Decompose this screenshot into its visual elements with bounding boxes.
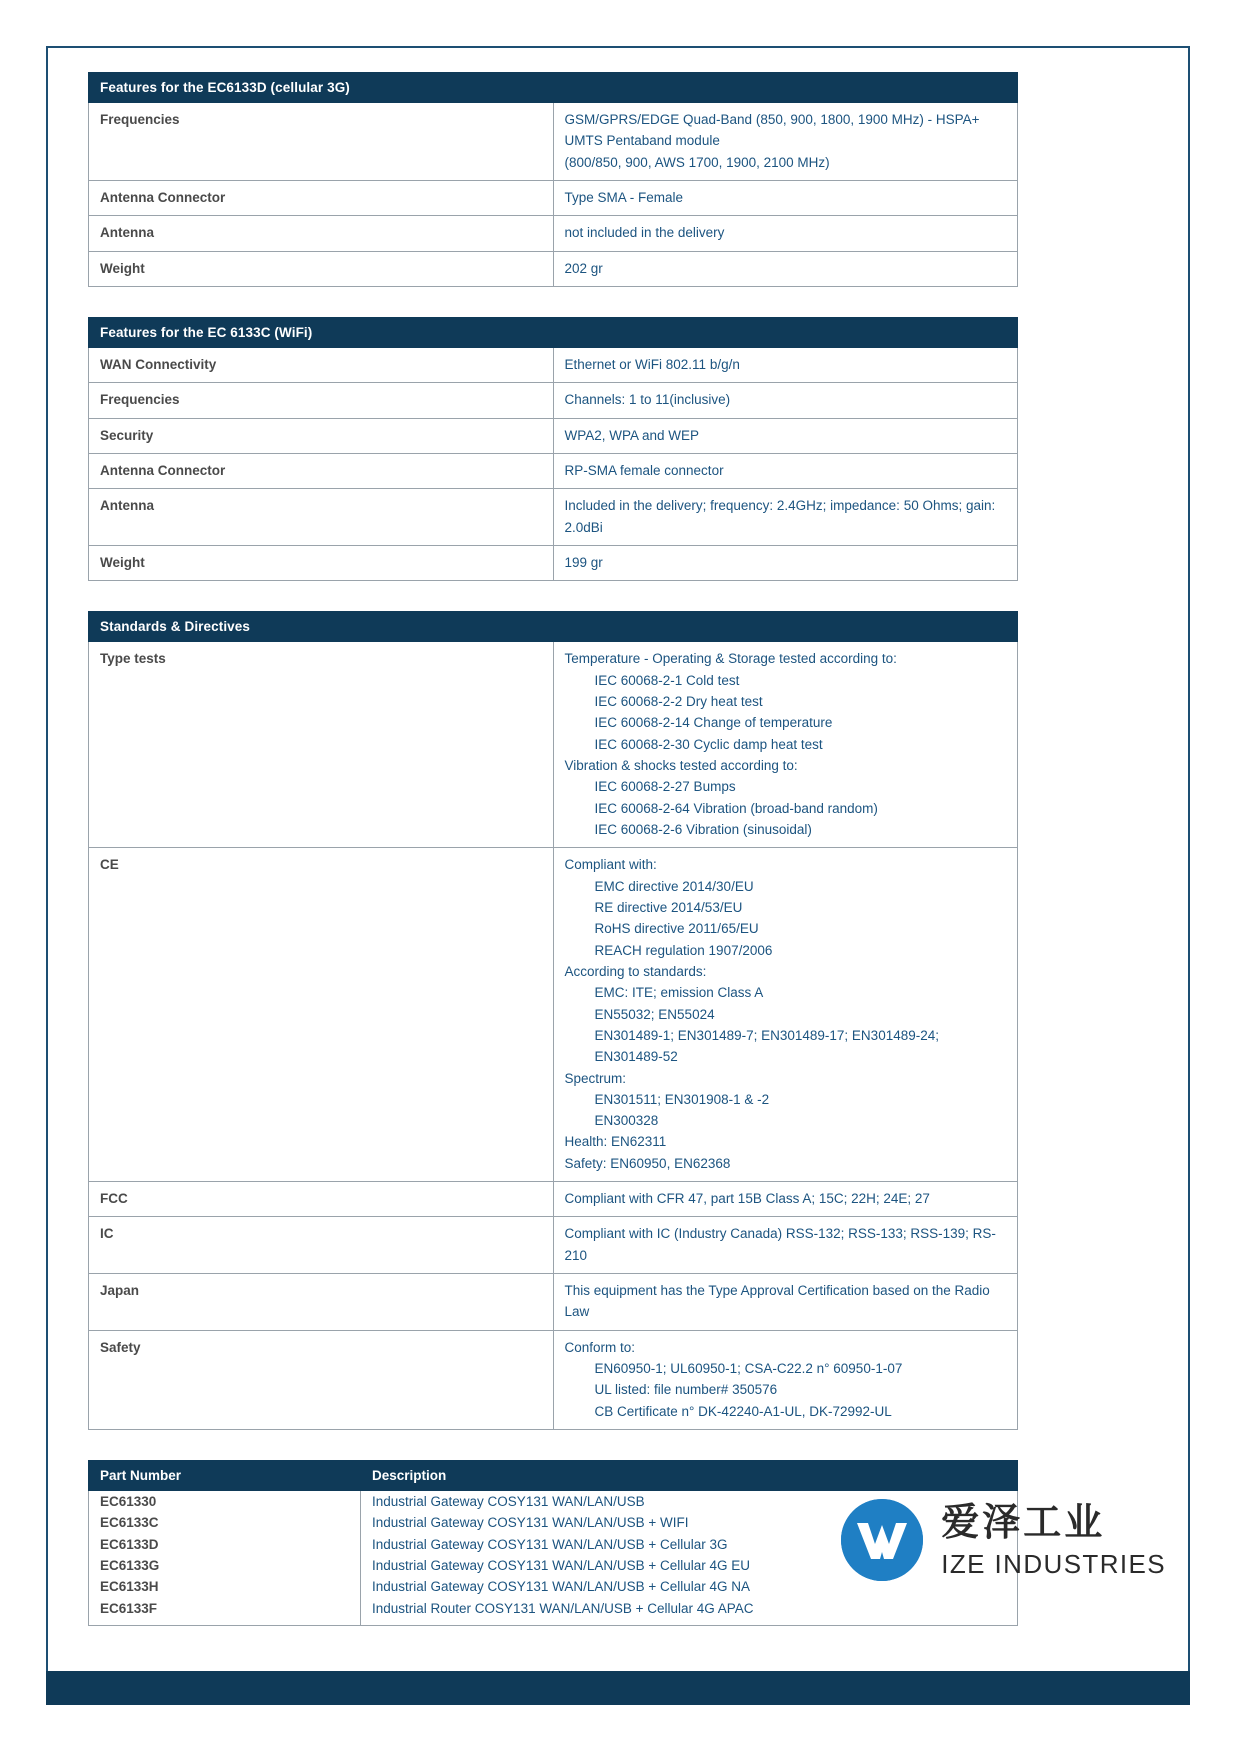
row-value: WPA2, WPA and WEP <box>553 418 1018 453</box>
row-label: Antenna Connector <box>89 180 554 215</box>
description-cell: Industrial Gateway COSY131 WAN/LAN/USB + Cellular 4G NA <box>361 1576 1018 1597</box>
value-subline: EN301489-1; EN301489-7; EN301489-17; EN301489-24; EN301489-52 <box>594 1027 939 1065</box>
features-3g-header: Features for the EC6133D (cellular 3G) <box>89 73 1018 103</box>
part-number-column-header: Part Number <box>89 1461 361 1491</box>
value-subline: RoHS directive 2011/65/EU <box>594 921 759 937</box>
footer-bar <box>46 1671 1190 1705</box>
table-row <box>89 848 1018 1182</box>
row-value <box>553 1274 1018 1331</box>
parts-header-row <box>89 1461 1018 1491</box>
value-subline: RE directive 2014/53/EU <box>594 899 743 915</box>
value-subline: EN301511; EN301908-1 & -2 <box>594 1091 770 1107</box>
value-subline: EMC directive 2014/30/EU <box>594 878 754 894</box>
row-value: RP-SMA female connector <box>553 453 1018 488</box>
row-label: Weight <box>89 545 554 580</box>
description-cell: Industrial Gateway COSY131 WAN/LAN/USB + Cellular 4G EU <box>361 1555 1018 1576</box>
value-subline: IEC 60068-2-2 Dry heat test <box>594 693 763 709</box>
value-subline: IEC 60068-2-6 Vibration (sinusoidal) <box>594 821 812 837</box>
row-value: Type SMA - Female <box>553 180 1018 215</box>
table-row <box>89 1274 1018 1331</box>
ize-logo-icon <box>841 1499 923 1581</box>
value-line: According to standards: <box>564 963 707 979</box>
table-row <box>89 1182 1018 1217</box>
value-subline: IEC 60068-2-64 Vibration (broad-band random) <box>594 800 878 816</box>
row-label: IC <box>89 1217 554 1274</box>
row-label: Antenna <box>89 489 554 546</box>
description-cell: Industrial Router COSY131 WAN/LAN/USB + Cellular 4G APAC <box>361 1598 1018 1626</box>
description-cell: Industrial Gateway COSY131 WAN/LAN/USB + Cellular 3G <box>361 1534 1018 1555</box>
row-label: Type tests <box>89 642 554 848</box>
row-value: 199 gr <box>553 545 1018 580</box>
value-subline: CB Certificate n° DK-42240-A1-UL, DK-72992-UL <box>594 1403 892 1419</box>
value-subline: IEC 60068-2-27 Bumps <box>594 779 736 795</box>
company-logo <box>841 1499 1166 1581</box>
row-label: Frequencies <box>89 383 554 418</box>
standards-directives-table <box>88 611 1018 1430</box>
features-wifi-table <box>88 317 1018 581</box>
table-row <box>89 453 1018 488</box>
standards-directives-header: Standards & Directives <box>89 612 1018 642</box>
table-row <box>89 489 1018 546</box>
table-row <box>89 642 1018 848</box>
row-label: FCC <box>89 1182 554 1217</box>
value-line: Compliant with IC (Industry Canada) RSS-132; RSS-133; RSS-139; RS-210 <box>564 1226 996 1263</box>
row-value <box>553 848 1018 1182</box>
table-row <box>89 251 1018 286</box>
row-label: Security <box>89 418 554 453</box>
table-section-header-row <box>89 73 1018 103</box>
features-3g-table <box>88 72 1018 287</box>
value-subline: EN300328 <box>594 1113 659 1129</box>
table-row <box>89 418 1018 453</box>
value-line: This equipment has the Type Approval Certification based on the Radio Law <box>564 1283 990 1320</box>
table-row <box>89 1598 1018 1626</box>
company-name-en: IZE INDUSTRIES <box>941 1548 1166 1579</box>
row-value <box>553 1330 1018 1429</box>
value-line: Compliant with CFR 47, part 15B Class A; 15C; 22H; 24E; 27 <box>564 1191 930 1207</box>
row-value: Ethernet or WiFi 802.11 b/g/n <box>553 347 1018 382</box>
value-subline: EMC: ITE; emission Class A <box>594 985 764 1001</box>
part-number-cell: EC6133H <box>89 1576 361 1597</box>
brand-text <box>941 1501 1166 1579</box>
part-number-cell: EC6133D <box>89 1534 361 1555</box>
value-line: Spectrum: <box>564 1070 627 1086</box>
table-row <box>89 216 1018 251</box>
value-subline: UL listed: file number# 350576 <box>594 1382 778 1398</box>
table-section-header-row <box>89 612 1018 642</box>
page-content <box>88 72 1018 1626</box>
value-line: Compliant with: <box>564 857 657 873</box>
row-value: Channels: 1 to 11(inclusive) <box>553 383 1018 418</box>
value-subline: IEC 60068-2-1 Cold test <box>594 672 740 688</box>
row-value <box>553 1217 1018 1274</box>
part-number-cell: EC6133F <box>89 1598 361 1626</box>
value-line: Temperature - Operating & Storage tested according to: <box>564 651 897 667</box>
value-line: Safety: EN60950, EN62368 <box>564 1155 731 1171</box>
company-name-cn: 爱泽工业 <box>941 1501 1106 1544</box>
part-number-cell: EC6133G <box>89 1555 361 1576</box>
row-value <box>553 103 1018 181</box>
row-label: Safety <box>89 1330 554 1429</box>
table-section-header-row <box>89 317 1018 347</box>
description-cell: Industrial Gateway COSY131 WAN/LAN/USB + WIFI <box>361 1512 1018 1533</box>
description-column-header: Description <box>361 1461 1018 1491</box>
features-wifi-header: Features for the EC 6133C (WiFi) <box>89 317 1018 347</box>
table-row <box>89 545 1018 580</box>
part-number-cell: EC6133C <box>89 1512 361 1533</box>
row-value: not included in the delivery <box>553 216 1018 251</box>
row-value <box>553 642 1018 848</box>
value-subline: IEC 60068-2-14 Change of temperature <box>594 715 833 731</box>
value-line: Health: EN62311 <box>564 1134 667 1150</box>
row-label: WAN Connectivity <box>89 347 554 382</box>
table-row <box>89 347 1018 382</box>
row-label: Antenna Connector <box>89 453 554 488</box>
row-label: Antenna <box>89 216 554 251</box>
table-row <box>89 1330 1018 1429</box>
value-subline: EN55032; EN55024 <box>594 1006 715 1022</box>
value-line: Conform to: <box>564 1339 636 1355</box>
row-value <box>553 1182 1018 1217</box>
value-line: Vibration & shocks tested according to: <box>564 757 798 773</box>
value-subline: REACH regulation 1907/2006 <box>594 942 773 958</box>
row-label: Frequencies <box>89 103 554 181</box>
value-line: GSM/GPRS/EDGE Quad-Band (850, 900, 1800, 1900 MHz) - HSPA+ UMTS Pentaband module <box>564 112 980 149</box>
value-subline: IEC 60068-2-30 Cyclic damp heat test <box>594 736 823 752</box>
row-value: 202 gr <box>553 251 1018 286</box>
row-label: Japan <box>89 1274 554 1331</box>
row-value: Included in the delivery; frequency: 2.4GHz; impedance: 50 Ohms; gain: 2.0dBi <box>553 489 1018 546</box>
row-label: CE <box>89 848 554 1182</box>
value-subline: EN60950-1; UL60950-1; CSA-C22.2 n° 60950-1-07 <box>594 1361 903 1377</box>
description-cell: Industrial Gateway COSY131 WAN/LAN/USB <box>361 1491 1018 1513</box>
part-number-cell: EC61330 <box>89 1491 361 1513</box>
table-row <box>89 180 1018 215</box>
table-row <box>89 383 1018 418</box>
row-label: Weight <box>89 251 554 286</box>
table-row <box>89 103 1018 181</box>
table-row <box>89 1217 1018 1274</box>
value-line: (800/850, 900, AWS 1700, 1900, 2100 MHz) <box>564 154 830 170</box>
